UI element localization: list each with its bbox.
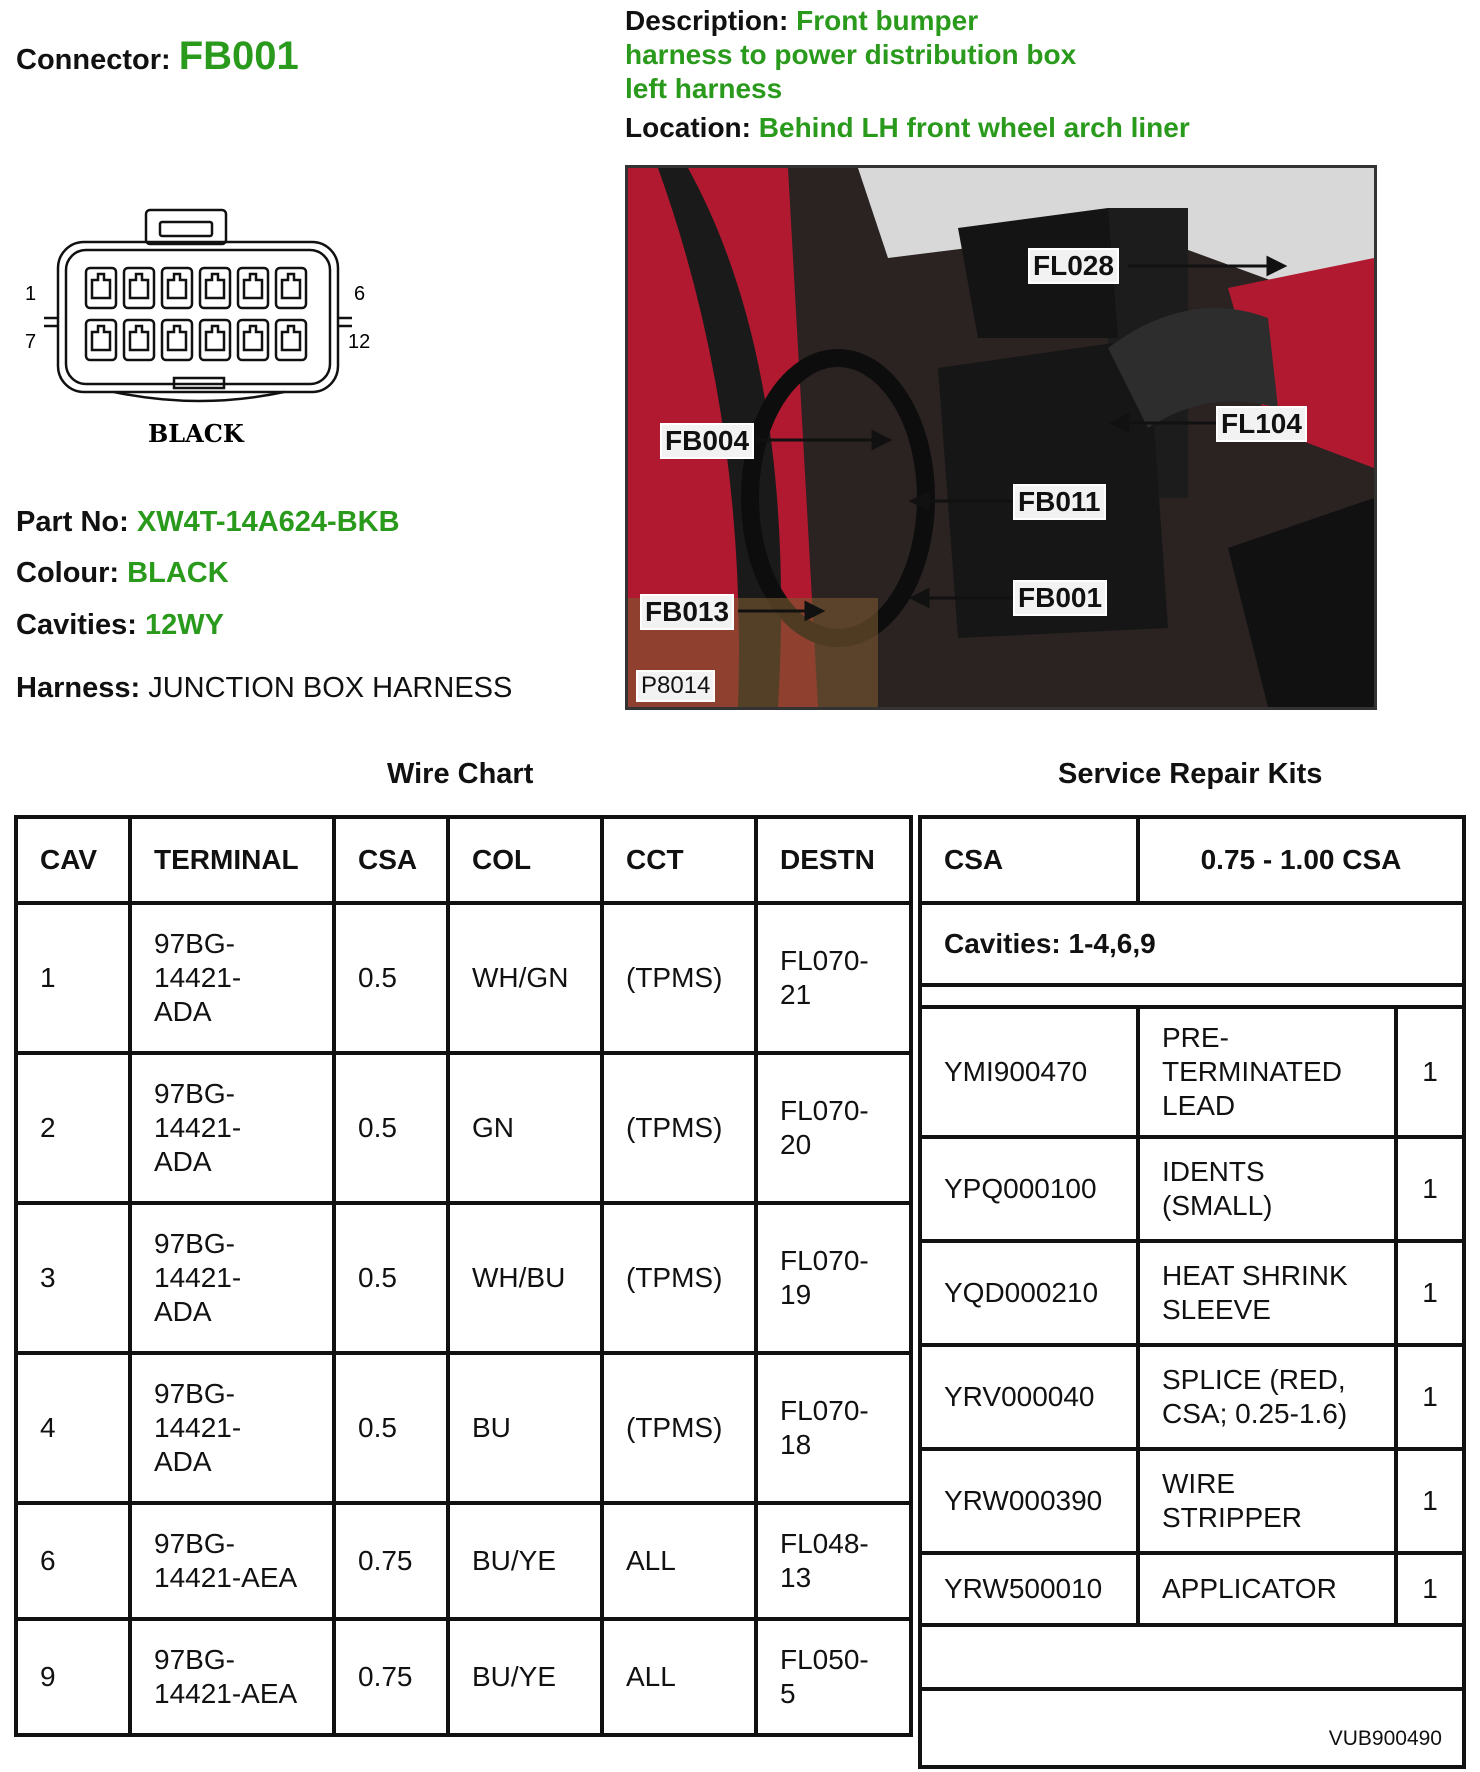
- cct-cell: ALL: [602, 1503, 756, 1619]
- wire-chart-header-row: [16, 817, 911, 903]
- cavity-terminal: [92, 326, 110, 350]
- terminal-cell: [130, 1503, 334, 1619]
- csa-cell: 0.5: [334, 1053, 448, 1203]
- part-no-label: Part No:: [16, 506, 129, 538]
- col-cell: WH/BU: [448, 1203, 602, 1353]
- col-cell: BU: [448, 1353, 602, 1503]
- csa-cell: 0.75: [334, 1503, 448, 1619]
- destn-cell: [756, 1619, 911, 1735]
- cavity-terminal: [92, 274, 110, 298]
- destn-cell: [756, 1053, 911, 1203]
- photo-tag-fb013: FB013: [640, 594, 734, 630]
- kit-description: [1140, 1347, 1398, 1447]
- col-cell: BU/YE: [448, 1619, 602, 1735]
- cavity-terminal: [130, 274, 148, 298]
- wire-chart-table: [14, 815, 913, 1737]
- harness-line: [16, 672, 512, 705]
- wire-row: [16, 1203, 911, 1353]
- terminal-cell-line: 97BG-: [154, 928, 235, 959]
- part-no-line: [16, 506, 400, 539]
- repair-kits-table: [918, 815, 1466, 1769]
- kit-part-code: YRV000040: [922, 1347, 1140, 1447]
- wire-chart-title: Wire Chart: [387, 758, 534, 790]
- kit-quantity: 1: [1422, 1573, 1438, 1604]
- cav-cell: 6: [16, 1503, 130, 1619]
- kit-part-code: YMI900470: [922, 1009, 1140, 1135]
- destn-cell-line: 13: [780, 1562, 812, 1593]
- kit-quantity: 1: [1422, 1277, 1438, 1308]
- cavity-terminal: [168, 274, 186, 298]
- kit-description: [1140, 1139, 1398, 1239]
- wire-row: [16, 1053, 911, 1203]
- header-cct: CCT: [602, 817, 756, 903]
- part-no-value: XW4T-14A624-BKB: [136, 506, 400, 538]
- destn-cell-line: FL070-: [780, 945, 869, 976]
- kit-description-line: WIRE: [1162, 1468, 1236, 1499]
- cavity-terminal: [244, 274, 262, 298]
- kit-description-line: APPLICATOR: [1162, 1573, 1337, 1604]
- kit-description-line: SPLICE (RED,: [1162, 1364, 1346, 1395]
- kit-description-line: LEAD: [1162, 1090, 1236, 1121]
- kit-description-line: IDENTS: [1162, 1156, 1265, 1187]
- kit-description: [1140, 1243, 1398, 1343]
- header-terminal: TERMINAL: [130, 817, 334, 903]
- kit-item-row: [922, 1005, 1462, 1139]
- col-cell: GN: [448, 1053, 602, 1203]
- terminal-cell-line: 97BG-: [154, 1228, 235, 1259]
- terminal-cell: [130, 903, 334, 1053]
- terminal-cell-line: 14421-: [154, 1262, 242, 1293]
- cct-cell: (TPMS): [602, 1203, 756, 1353]
- pin-7-label: 7: [25, 331, 37, 353]
- document-reference: VUB900490: [1328, 1727, 1442, 1750]
- kit-item-row: [922, 1347, 1462, 1451]
- location-value: Behind LH front wheel arch liner: [758, 112, 1190, 143]
- destn-cell-line: 21: [780, 979, 812, 1010]
- kit-description-line: SLEEVE: [1162, 1294, 1271, 1325]
- colour-value: BLACK: [127, 557, 229, 589]
- header-destn: DESTN: [756, 817, 911, 903]
- colour-line: [16, 557, 229, 590]
- location-line: [625, 112, 1190, 144]
- terminal-cell-line: 14421-AEA: [154, 1562, 298, 1593]
- destn-cell-line: FL048-: [780, 1528, 869, 1559]
- photo-tag-fl028: FL028: [1028, 248, 1119, 284]
- kit-item-row: [922, 1243, 1462, 1347]
- connector-label: Connector:: [16, 44, 171, 76]
- photo-tag-fb011: FB011: [1013, 484, 1106, 520]
- kits-cavities-text: Cavities: 1-4,6,9: [944, 928, 1156, 959]
- kit-description-line: CSA; 0.25-1.6): [1162, 1398, 1348, 1429]
- kit-description-line: (SMALL): [1162, 1190, 1273, 1221]
- destn-cell: [756, 903, 911, 1053]
- col-cell: WH/GN: [448, 903, 602, 1053]
- kit-quantity: 1: [1422, 1485, 1438, 1516]
- kit-part-code: YRW500010: [922, 1555, 1140, 1623]
- kit-description: [1140, 1451, 1398, 1551]
- kit-description-line: STRIPPER: [1162, 1502, 1303, 1533]
- kit-quantity: 1: [1422, 1173, 1438, 1204]
- cct-cell: (TPMS): [602, 1353, 756, 1503]
- terminal-cell-line: 14421-: [154, 1412, 242, 1443]
- cav-cell: 4: [16, 1353, 130, 1503]
- location-label: Location:: [625, 112, 751, 143]
- repair-kits-title: Service Repair Kits: [1058, 758, 1323, 790]
- connector-heading: [16, 34, 299, 79]
- terminal-cell-line: 14421-: [154, 1112, 242, 1143]
- col-cell: BU/YE: [448, 1503, 602, 1619]
- destn-cell-line: FL050-: [780, 1644, 869, 1675]
- cavity-terminal: [206, 274, 224, 298]
- kit-part-code: YQD000210: [922, 1243, 1140, 1343]
- terminal-cell-line: 97BG-: [154, 1528, 235, 1559]
- destn-cell-line: 20: [780, 1129, 812, 1160]
- kit-description-line: PRE-: [1162, 1022, 1229, 1053]
- kit-item-row: [922, 1555, 1462, 1627]
- destn-cell-line: 5: [780, 1678, 796, 1709]
- cavity-terminal: [282, 326, 300, 350]
- connector-id: FB001: [178, 34, 299, 78]
- pin-1-label: 1: [25, 283, 37, 305]
- cavity-terminal: [206, 326, 224, 350]
- kits-csa-value: 0.75 - 1.00 CSA: [1200, 844, 1402, 875]
- kit-item-row: [922, 1451, 1462, 1555]
- header-col: COL: [448, 817, 602, 903]
- photo-tag-fb001: FB001: [1013, 580, 1107, 616]
- terminal-cell-line: 97BG-: [154, 1644, 235, 1675]
- cct-cell: ALL: [602, 1619, 756, 1735]
- destn-cell-line: FL070-: [780, 1395, 869, 1426]
- kit-description: [1140, 1555, 1398, 1623]
- terminal-cell: [130, 1053, 334, 1203]
- terminal-cell: [130, 1619, 334, 1735]
- kits-csa-label: CSA: [922, 819, 1140, 901]
- kit-part-code: YRW000390: [922, 1451, 1140, 1551]
- cct-cell: (TPMS): [602, 903, 756, 1053]
- description-block: [625, 4, 1245, 106]
- kit-quantity: 1: [1422, 1381, 1438, 1412]
- kit-item-row: [922, 1139, 1462, 1243]
- destn-cell: [756, 1353, 911, 1503]
- wire-row: [16, 1503, 911, 1619]
- harness-label: Harness:: [16, 672, 141, 704]
- destn-cell-line: FL070-: [780, 1245, 869, 1276]
- csa-cell: 0.5: [334, 1203, 448, 1353]
- terminal-cell-line: 97BG-: [154, 1378, 235, 1409]
- wire-row: [16, 1353, 911, 1503]
- description-line-1: Front bumper: [796, 5, 979, 36]
- kits-footer: [922, 1687, 1462, 1769]
- kits-cavities-row: [922, 905, 1462, 987]
- terminal-cell-line: 97BG-: [154, 1078, 235, 1109]
- cct-cell: (TPMS): [602, 1053, 756, 1203]
- wire-row: [16, 1619, 911, 1735]
- csa-cell: 0.75: [334, 1619, 448, 1735]
- destn-cell-line: 19: [780, 1279, 812, 1310]
- terminal-cell-line: ADA: [154, 996, 212, 1027]
- kit-quantity: 1: [1422, 1056, 1438, 1087]
- terminal-cell-line: ADA: [154, 1146, 212, 1177]
- colour-label: Colour:: [16, 557, 120, 589]
- cav-cell: 9: [16, 1619, 130, 1735]
- cavity-terminal: [130, 326, 148, 350]
- destn-cell: [756, 1503, 911, 1619]
- terminal-cell-line: 14421-AEA: [154, 1678, 298, 1709]
- photo-tag-fb004: FB004: [660, 423, 754, 459]
- description-label: Description:: [625, 5, 789, 36]
- terminal-cell: [130, 1203, 334, 1353]
- cavity-terminal: [244, 326, 262, 350]
- kit-part-code: YPQ000100: [922, 1139, 1140, 1239]
- cavities-value: 12WY: [144, 609, 224, 641]
- header-cav: CAV: [16, 817, 130, 903]
- kits-csa-row: [922, 819, 1462, 905]
- cavities-label: Cavities:: [16, 609, 137, 641]
- cavities-line: [16, 609, 224, 642]
- drawing-colour-text: BLACK: [148, 419, 244, 448]
- cav-cell: 1: [16, 903, 130, 1053]
- description-line-2: harness to power distribution box: [625, 39, 1077, 70]
- csa-cell: 0.5: [334, 903, 448, 1053]
- kit-description: [1140, 1009, 1398, 1135]
- description-line-3: left harness: [625, 73, 783, 104]
- photo-tag-fl104: FL104: [1216, 406, 1307, 442]
- cav-cell: 3: [16, 1203, 130, 1353]
- destn-cell-line: FL070-: [780, 1095, 869, 1126]
- destn-cell: [756, 1203, 911, 1353]
- csa-cell: 0.5: [334, 1353, 448, 1503]
- pin-12-label: 12: [348, 331, 371, 353]
- header-csa: CSA: [334, 817, 448, 903]
- destn-cell-line: 18: [780, 1429, 812, 1460]
- cavity-terminal: [168, 326, 186, 350]
- pin-6-label: 6: [354, 283, 366, 305]
- terminal-cell-line: ADA: [154, 1446, 212, 1477]
- connector-face-drawing: [14, 200, 394, 450]
- photo-id: P8014: [636, 670, 715, 702]
- location-photo: [625, 165, 1377, 710]
- wire-row: [16, 903, 911, 1053]
- kit-description-line: TERMINATED: [1162, 1056, 1342, 1087]
- harness-value: JUNCTION BOX HARNESS: [148, 672, 513, 704]
- cavity-terminal: [282, 274, 300, 298]
- terminal-cell-line: 14421-: [154, 962, 242, 993]
- kit-description-line: HEAT SHRINK: [1162, 1260, 1348, 1291]
- cav-cell: 2: [16, 1053, 130, 1203]
- terminal-cell-line: ADA: [154, 1296, 212, 1327]
- terminal-cell: [130, 1353, 334, 1503]
